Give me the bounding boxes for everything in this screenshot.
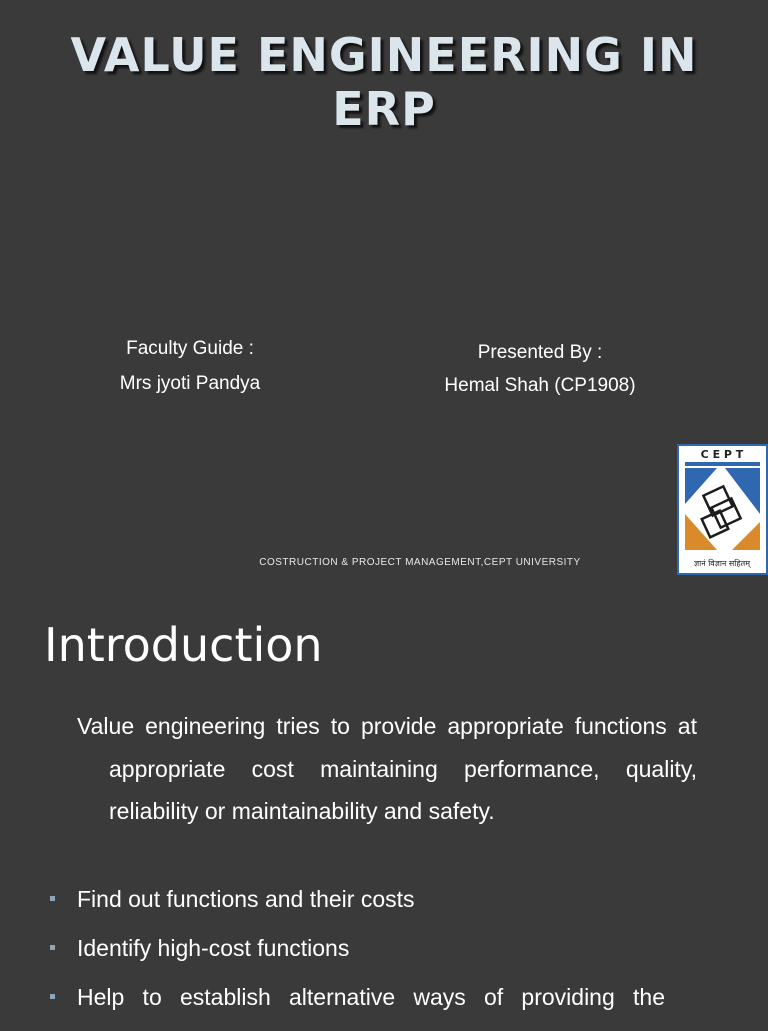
logo-top-text: C E P T [700,448,744,461]
list-item [48,884,665,933]
logo-bottom-text: ज्ञानं विज्ञान सहितम् [694,559,750,568]
presenter-name: Hemal Shah (CP1908) [444,375,636,396]
intro-paragraph: Value engineering tries to provide appropriate functions at appropriate cost maintaining performance, quality, reliability or maintainability and safety. [77,713,697,824]
introduction-slide [0,600,768,1024]
presenter-label: Presented By : [477,342,603,363]
faculty-guide-label: Faculty Guide : [126,338,254,359]
faculty-guide-block [90,337,290,395]
bullet-icon [50,994,55,999]
list-item [48,933,665,982]
cept-logo-graphic [677,444,768,575]
bullet-text: Find out functions and their costs [77,886,415,912]
cept-university-logo [677,444,768,575]
bullet-list [48,884,665,1031]
slide-title: VALUE ENGINEERING IN ERP [70,28,698,136]
presenter-block [420,341,660,397]
bullet-text: Help to establish alternative ways of providing the [77,984,665,1010]
bullet-text: Identify high-cost functions [77,935,350,961]
slide-footer: COSTRUCTION & PROJECT MANAGEMENT,CEPT UNIVERSITY [259,557,581,568]
faculty-guide-name: Mrs jyoti Pandya [119,373,261,394]
bullet-icon [50,945,55,950]
section-heading: Introduction [44,618,323,672]
bullet-icon [50,896,55,901]
